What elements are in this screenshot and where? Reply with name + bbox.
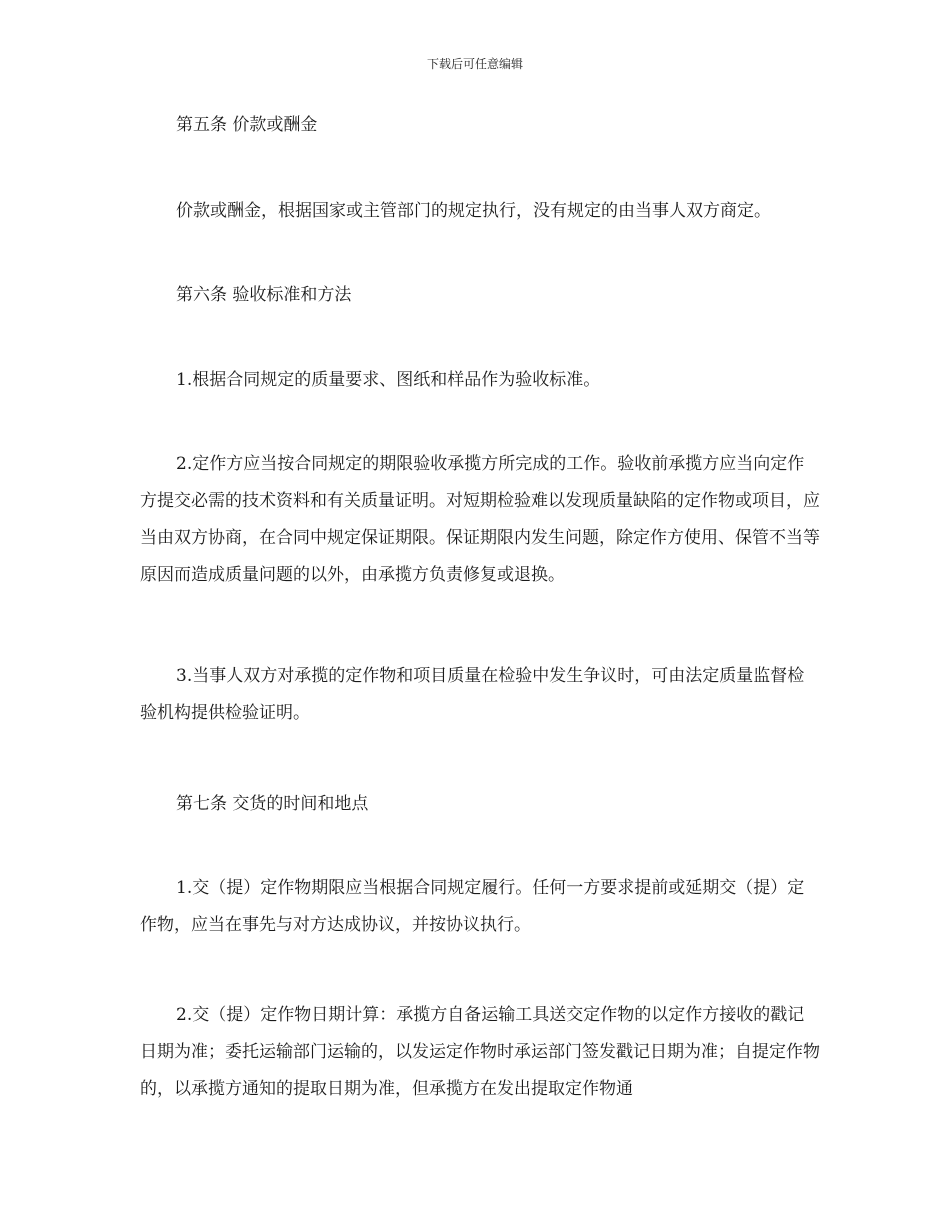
article-6-item-1-block [140,362,820,399]
article-5-body-block [140,193,820,230]
article-6-item-2-block [140,446,820,594]
article-7-heading-block [140,786,820,823]
article-7-item-1: 1.交（提）定作物期限应当根据合同规定履行。任何一方要求提前或延期交（提）定作物，应当在事先与对方达成协议，并按协议执行。 [140,878,805,935]
article-7-heading: 第七条 交货的时间和地点 [176,794,369,814]
article-7-item-2-block [140,997,820,1108]
article-7-item-1-block [140,870,820,944]
article-6-item-1: 1.根据合同规定的质量要求、图纸和样品作为验收标准。 [176,370,601,390]
article-5-body: 价款或酬金，根据国家或主管部门的规定执行，没有规定的由当事人双方商定。 [176,201,771,221]
article-6-item-3: 3.当事人双方对承揽的定作物和项目质量在检验中发生争议时，可由法定质量监督检验机构提供检验证明。 [140,666,805,723]
article-6-item-2: 2.定作方应当按合同规定的期限验收承揽方所完成的工作。验收前承揽方应当向定作方提交必需的技术资料和有关质量证明。对短期检验难以发现质量缺陷的定作物或项目，应当由双方协商，在合同中规定保证期限。保证期限内发生问题，除定作方使用、保管不当等原因而造成质量问题的以外，由承揽方负责修复或退换。 [140,454,820,585]
article-5-heading-block [140,107,820,144]
article-5-heading: 第五条 价款或酬金 [176,115,318,135]
article-7-item-2: 2.交（提）定作物日期计算：承揽方自备运输工具送交定作物的以定作方接收的戳记日期为准；委托运输部门运输的，以发运定作物时承运部门签发戳记日期为准；自提定作物的，以承揽方通知的提取日期为准，但承揽方在发出提取定作物通 [140,1005,820,1099]
article-6-heading: 第六条 验收标准和方法 [176,285,352,305]
article-6-item-3-block [140,658,820,732]
page-header: 下载后可任意编辑 [426,57,523,71]
article-6-heading-block [140,277,820,314]
